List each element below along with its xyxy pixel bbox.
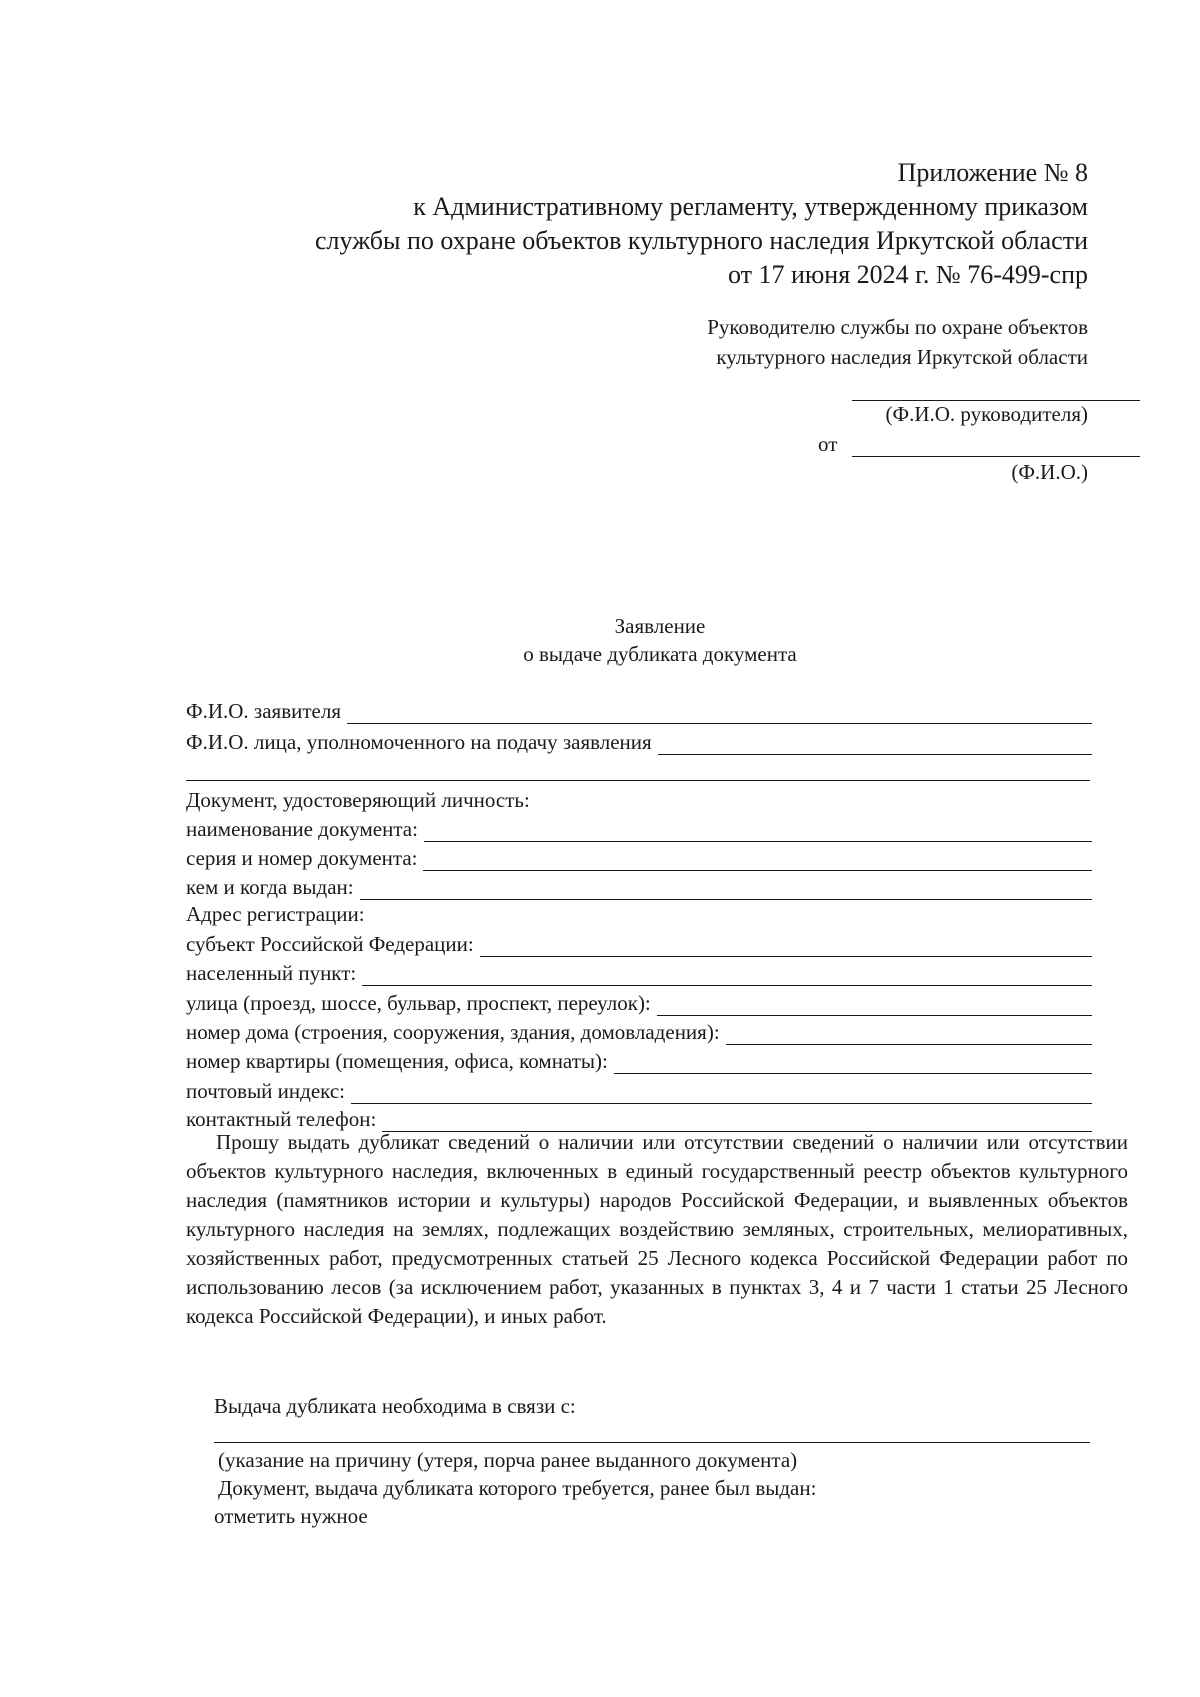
issued-before-label: Документ, выдача дубликата которого требуется, ранее был выдан: [218, 1476, 817, 1500]
addressee-line-2: культурного наследия Иркутской области [716, 345, 1088, 369]
doc-issued-label: кем и когда выдан: [186, 875, 354, 899]
settlement-field[interactable] [362, 965, 1092, 986]
head-name-caption: (Ф.И.О. руководителя) [885, 402, 1088, 426]
house-field[interactable] [726, 1024, 1092, 1045]
addressee-block [707, 312, 1088, 372]
appendix-header [315, 156, 1088, 292]
doc-name-label: наименование документа: [186, 817, 418, 841]
reason-label: Выдача дубликата необходима в связи с: [214, 1394, 576, 1418]
mark-needed-label: отметить нужное [214, 1504, 368, 1528]
subject-label: субъект Российской Федерации: [186, 932, 474, 956]
house-label: номер дома (строения, сооружения, здания, домовладения): [186, 1020, 720, 1044]
postcode-row [186, 1076, 1092, 1104]
applicant-name-field[interactable] [347, 703, 1092, 724]
house-row [186, 1017, 1092, 1045]
reason-field[interactable] [214, 1442, 1090, 1443]
postcode-label: почтовый индекс: [186, 1079, 345, 1103]
addressee-line-1: Руководителю службы по охране объектов [707, 315, 1088, 339]
settlement-row [186, 958, 1092, 986]
street-label: улица (проезд, шоссе, бульвар, проспект, переулок): [186, 991, 651, 1015]
appendix-number: Приложение № 8 [897, 158, 1088, 187]
title-line-1: Заявление [614, 614, 706, 638]
doc-series-row [186, 843, 1092, 871]
apartment-row [186, 1046, 1092, 1074]
doc-name-field[interactable] [424, 821, 1092, 842]
doc-series-label: серия и номер документа: [186, 846, 418, 870]
apartment-label: номер квартиры (помещения, офиса, комнаты): [186, 1049, 608, 1073]
title-line-2: о выдаче дубликата документа [523, 642, 797, 666]
subject-row [186, 929, 1092, 957]
street-row [186, 988, 1092, 1016]
id-document-heading: Документ, удостоверяющий личность: [186, 788, 530, 812]
doc-issued-field[interactable] [360, 879, 1092, 900]
representative-name-row [186, 727, 1092, 755]
document-title [0, 612, 1200, 668]
street-field[interactable] [657, 995, 1092, 1016]
applicant-name-label: Ф.И.О. заявителя [186, 699, 341, 723]
apartment-field[interactable] [614, 1053, 1092, 1074]
applicant-caption: (Ф.И.О.) [1011, 460, 1088, 484]
subject-field[interactable] [480, 936, 1092, 957]
doc-series-field[interactable] [423, 850, 1092, 871]
head-name-line [852, 400, 1140, 401]
applicant-name-line [852, 456, 1140, 457]
appendix-regulation: к Административному регламенту, утвержденному приказом [413, 192, 1088, 221]
representative-name-field[interactable] [658, 734, 1092, 755]
reg-address-heading: Адрес регистрации: [186, 902, 365, 926]
reason-caption: (указание на причину (утеря, порча ранее выданного документа) [218, 1448, 798, 1472]
doc-issued-row [186, 872, 1092, 900]
appendix-service: службы по охране объектов культурного наследия Иркутской области [315, 226, 1088, 255]
representative-name-continuation[interactable] [186, 780, 1090, 781]
postcode-field[interactable] [351, 1083, 1092, 1104]
from-label: от [818, 432, 838, 456]
phone-label: контактный телефон: [186, 1107, 377, 1131]
appendix-order-date: от 17 июня 2024 г. № 76-499-спр [727, 260, 1088, 289]
request-paragraph: Прошу выдать дубликат сведений о наличии или отсутствии сведений о наличии или отсутствии объектов культурного наследия, включенных в единый государственный реестр объектов культурного наследия (памятников истории и культуры) народов Российской Федерации, и выявленных объектов культурного наследия на землях, подлежащих воздействию земляных, строительных, мелиоративных, хозяйственных работ, предусмотренных статьей 25 Лесного кодекса Российской Федерации работ по использованию лесов (за исключением работ, указанных в пунктах 3, 4 и 7 части 1 статьи 25 Лесного кодекса Российской Федерации), и иных работ. [186, 1130, 1128, 1328]
settlement-label: населенный пункт: [186, 961, 357, 985]
doc-name-row [186, 814, 1092, 842]
applicant-name-row [186, 696, 1092, 724]
representative-name-label: Ф.И.О. лица, уполномоченного на подачу заявления [186, 730, 652, 754]
